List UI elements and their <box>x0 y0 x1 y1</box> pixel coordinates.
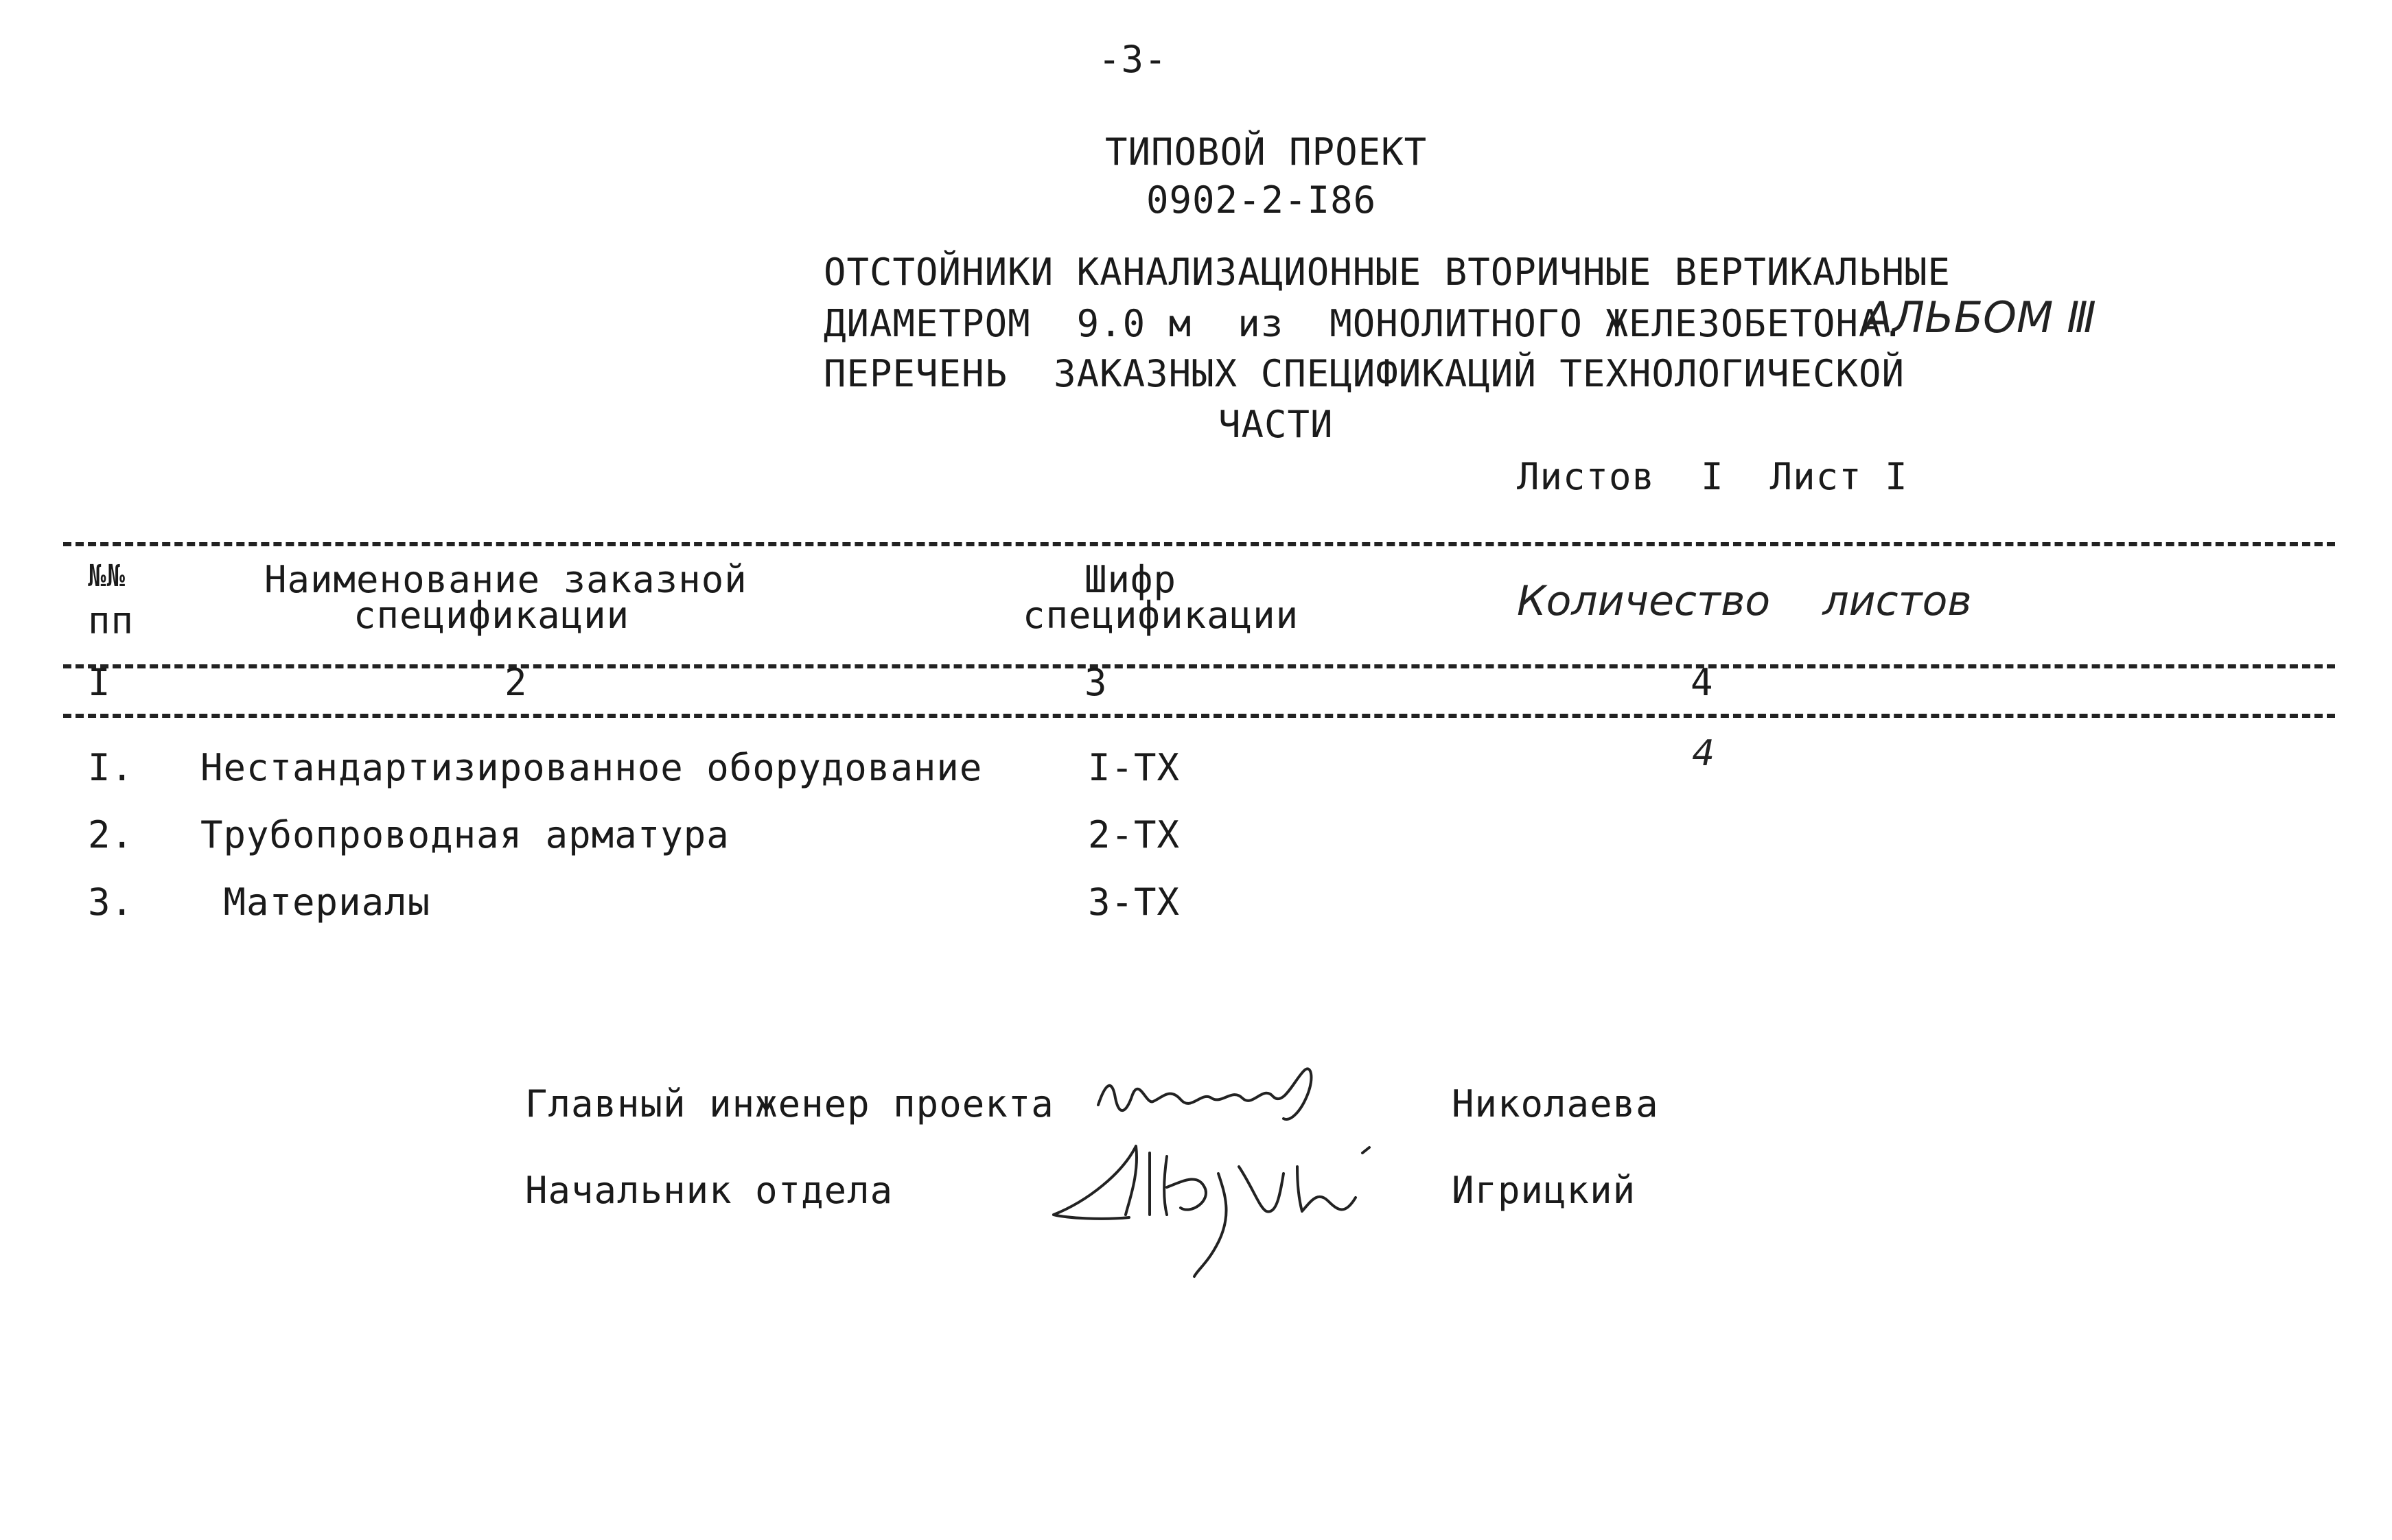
header-count: Количество листов <box>1517 577 1972 625</box>
row-2-name: Трубопроводная арматура <box>200 813 730 856</box>
sheet-count: Листов I Лист I <box>1517 455 1908 498</box>
page-number: -3- <box>1098 38 1168 81</box>
column-number-1: I <box>88 661 111 704</box>
title-line-2: ДИАМЕТРОМ 9.0 м из МОНОЛИТНОГО ЖЕЛЕЗОБЕТОНА. <box>824 302 1905 345</box>
row-3-name: Материалы <box>200 880 431 924</box>
row-2-code: 2-TX <box>1088 813 1181 856</box>
header-code-line-2: спецификации <box>1023 594 1299 637</box>
title-line-3: ПЕРЕЧЕНЬ ЗАКАЗНЫХ СПЕЦИФИКАЦИЙ ТЕХНОЛОГИЧЕСКОЙ <box>824 352 1905 395</box>
column-number-2: 2 <box>504 661 528 704</box>
row-3-code: 3-TX <box>1088 880 1181 924</box>
row-1-count: 4 <box>1692 733 1715 774</box>
column-numbers-top-rule <box>63 664 2335 668</box>
album-label: АЛЬБОМ Ⅲ <box>1863 292 2096 342</box>
column-number-4: 4 <box>1691 661 1714 704</box>
signature-role-department-head: Начальник отдела <box>525 1169 894 1212</box>
title-line-4: ЧАСТИ <box>1218 403 1334 446</box>
signature-name-chief-engineer: Николаева <box>1452 1082 1659 1125</box>
handwritten-signature-chief-engineer <box>1084 1057 1345 1132</box>
header-name-line-2: спецификации <box>353 594 630 637</box>
project-type: ТИПОВОЙ ПРОЕКТ <box>1105 130 1428 174</box>
row-3-num: 3. <box>88 880 135 924</box>
header-name-line-1: Наименование заказной <box>264 558 747 601</box>
signature-role-chief-engineer: Главный инженер проекта <box>525 1082 1054 1125</box>
row-1-num: I. <box>88 746 135 789</box>
header-code-line-1: Шифр <box>1084 558 1177 601</box>
header-num-line-1: №№ <box>88 559 126 594</box>
row-1-code: I-TX <box>1088 746 1181 789</box>
project-code: 0902-2-I86 <box>1146 178 1377 222</box>
row-2-num: 2. <box>88 813 135 856</box>
column-number-3: 3 <box>1084 661 1108 704</box>
row-1-name: Нестандартизированное оборудование <box>200 746 983 789</box>
header-num-line-2: пп <box>88 599 135 642</box>
signature-name-department-head: Игрицкий <box>1452 1169 1636 1212</box>
handwritten-signature-department-head <box>1047 1132 1376 1283</box>
column-numbers-bottom-rule <box>63 714 2335 718</box>
title-line-1: ОТСТОЙНИКИ КАНАЛИЗАЦИОННЫЕ ВТОРИЧНЫЕ ВЕРТИКАЛЬНЫЕ <box>824 250 1951 294</box>
table-top-rule <box>63 542 2335 546</box>
